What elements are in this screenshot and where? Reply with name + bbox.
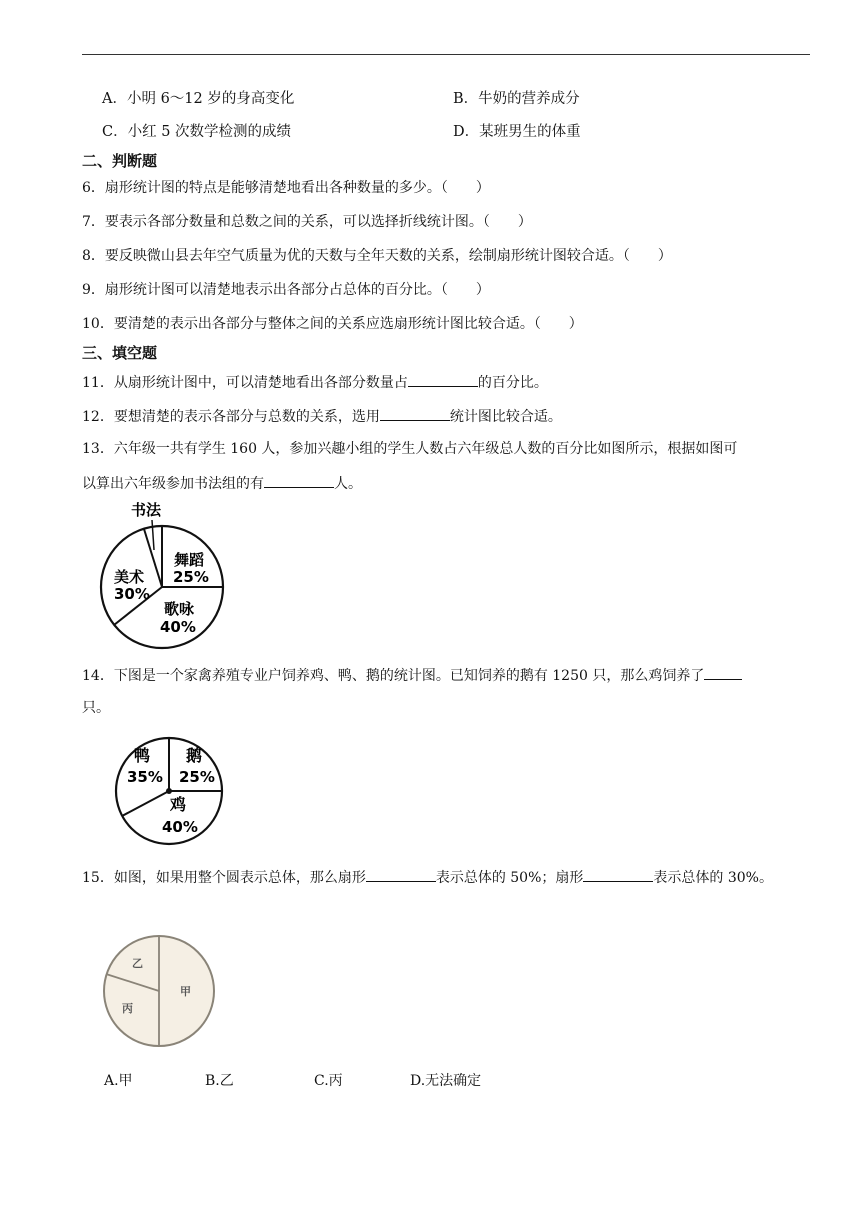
q5-option-c[interactable]: C．小红 5 次数学检测的成绩 [102, 124, 292, 140]
q15-choice-b[interactable]: B.乙 [205, 1073, 234, 1089]
question-14-line1 [82, 664, 742, 686]
jia-label: 甲 [180, 985, 191, 998]
q5-option-a[interactable]: A．小明 6～12 岁的身高变化 [102, 91, 295, 107]
q11-text-after: 的百分比。 [477, 375, 548, 391]
q15-choice-c[interactable]: C.丙 [314, 1073, 343, 1089]
dance-percent: 25% [173, 568, 209, 586]
q11-text-before: 11．从扇形统计图中，可以清楚地看出各部分数量占 [82, 375, 408, 391]
q13-text-before: 以算出六年级参加书法组的有 [82, 476, 264, 492]
q14-answer-blank[interactable] [704, 664, 742, 680]
q12-text-before: 12．要想清楚的表示各部分与总数的关系，选用 [82, 409, 380, 425]
q13-answer-blank[interactable] [264, 472, 334, 488]
bing-label: 丙 [122, 1002, 133, 1015]
chicken-label: 鸡 [170, 795, 187, 814]
q15-choice-d[interactable]: D.无法确定 [410, 1073, 482, 1089]
question-10: 10．要清楚的表示出各部分与整体之间的关系应选扇形统计图比较合适。（ ） [82, 316, 583, 332]
q5-option-b[interactable]: B．牛奶的营养成分 [453, 91, 580, 107]
art-label: 美术 [114, 568, 145, 586]
q12-answer-blank[interactable] [380, 405, 450, 421]
singing-label: 歌咏 [164, 600, 195, 618]
question-9: 9．扇形统计图可以清楚地表示出各部分占总体的百分比。（ ） [82, 282, 490, 298]
jia-yi-bing-pie-chart [102, 934, 218, 1050]
calligraphy-label: 书法 [131, 501, 162, 519]
dance-label: 舞蹈 [174, 551, 205, 569]
q14-text: 14．下图是一个家禽养殖专业户饲养鸡、鸭、鹅的统计图。已知饲养的鹅有 1250 只，那么鸡饲养了 [82, 668, 705, 684]
question-8: 8．要反映微山县去年空气质量为优的天数与全年天数的关系，绘制扇形统计图较合适。（ ） [82, 248, 672, 264]
poultry-pie-chart [110, 726, 228, 844]
goose-label: 鹅 [186, 746, 203, 765]
pie-center-dot [166, 788, 172, 794]
question-15 [82, 866, 773, 888]
singing-percent: 40% [160, 618, 196, 636]
q12-text-after: 统计图比较合适。 [449, 409, 562, 425]
q5-option-d[interactable]: D．某班男生的体重 [453, 124, 581, 140]
question-7: 7．要表示各部分数量和总数之间的关系，可以选择折线统计图。（ ） [82, 214, 532, 230]
q15-text-before: 15．如图，如果用整个圆表示总体，那么扇形 [82, 870, 366, 886]
interest-group-pie-chart [100, 498, 230, 653]
yi-label: 乙 [132, 957, 143, 970]
question-14-line2: 只。 [82, 700, 110, 716]
section3-title: 三、填空题 [82, 344, 158, 362]
q15-answer-blank-2[interactable] [583, 866, 653, 882]
q15-choice-a[interactable]: A.甲 [104, 1073, 133, 1089]
duck-label: 鸭 [134, 746, 151, 765]
art-percent: 30% [114, 585, 150, 603]
question-13-line1: 13．六年级一共有学生 160 人，参加兴趣小组的学生人数占六年级总人数的百分比如图所示，根据如图可 [82, 441, 738, 457]
q11-answer-blank[interactable] [408, 371, 478, 387]
question-12 [82, 405, 562, 427]
chicken-percent: 40% [162, 818, 198, 836]
q15-text-after: 表示总体的 30%。 [653, 870, 773, 886]
q13-text-after: 人。 [334, 476, 362, 492]
header-rule [82, 54, 810, 55]
goose-percent: 25% [179, 768, 215, 786]
q15-text-middle: 表示总体的 50%；扇形 [435, 870, 584, 886]
q15-answer-blank-1[interactable] [366, 866, 436, 882]
question-6: 6．扇形统计图的特点是能够清楚地看出各种数量的多少。（ ） [82, 180, 490, 196]
question-11 [82, 371, 548, 393]
section2-title: 二、判断题 [82, 152, 158, 170]
question-13-line2 [82, 472, 362, 494]
duck-percent: 35% [127, 768, 163, 786]
